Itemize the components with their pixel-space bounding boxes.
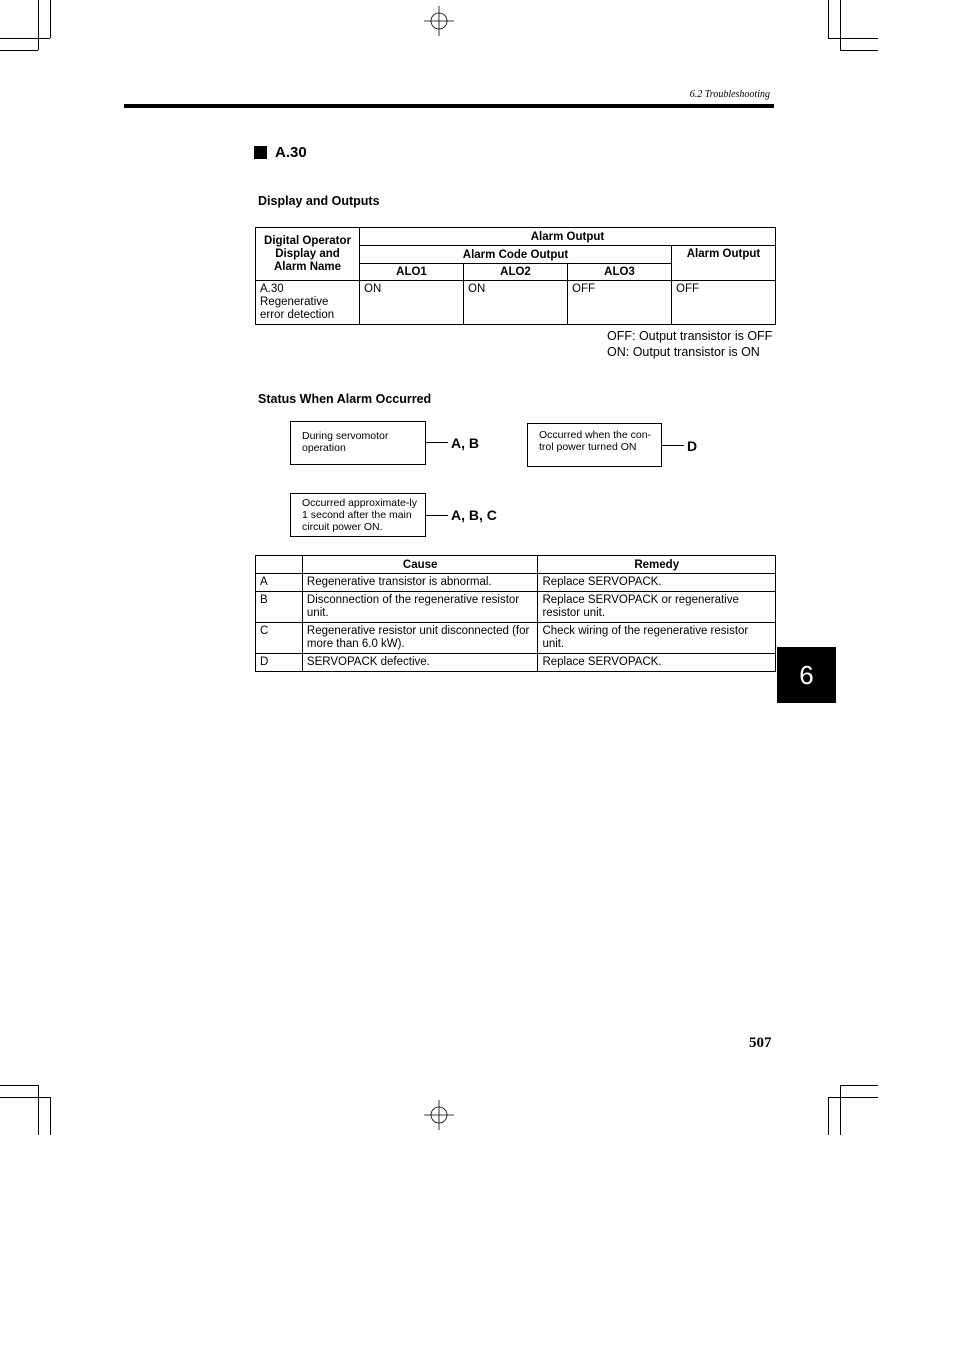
status-box-during-operation: During servomotor operation bbox=[290, 421, 426, 465]
crop-mark bbox=[840, 1085, 878, 1086]
table-row bbox=[256, 281, 776, 325]
header-alarm-output-group: Alarm Output bbox=[360, 228, 776, 246]
cause-id: A bbox=[256, 574, 303, 592]
status-causes-3: A, B, C bbox=[451, 507, 497, 523]
status-box-control-power: Occurred when the con-trol power turned ON bbox=[527, 423, 662, 467]
cause-text: SERVOPACK defective. bbox=[302, 654, 538, 672]
status-causes-1: A, B bbox=[451, 435, 479, 451]
crop-mark bbox=[840, 1085, 841, 1135]
header-id bbox=[256, 556, 303, 574]
header-remedy: Remedy bbox=[538, 556, 776, 574]
display-outputs-heading: Display and Outputs bbox=[258, 194, 380, 208]
display-outputs-table bbox=[255, 227, 776, 325]
page-number: 507 bbox=[749, 1035, 772, 1051]
header-rule bbox=[124, 104, 774, 108]
crop-mark bbox=[828, 0, 829, 38]
table-row bbox=[256, 592, 776, 623]
status-box-main-circuit: Occurred approximate-ly 1 second after the main circuit power ON. bbox=[290, 493, 426, 537]
section-title-text: A.30 bbox=[275, 144, 307, 161]
remedy-text: Replace SERVOPACK. bbox=[538, 654, 776, 672]
crop-mark bbox=[828, 1097, 878, 1098]
remedy-text: Check wiring of the regenerative resistor unit. bbox=[538, 623, 776, 654]
crop-mark bbox=[0, 1085, 38, 1086]
cause-text: Disconnection of the regenerative resistor unit. bbox=[302, 592, 538, 623]
cause-remedy-table bbox=[255, 555, 776, 672]
crop-mark bbox=[0, 1097, 50, 1098]
crop-mark bbox=[50, 1097, 51, 1135]
square-bullet-icon bbox=[254, 146, 267, 159]
header-alarm-name: Digital Operator Display and Alarm Name bbox=[256, 228, 360, 281]
header-alarm-output: Alarm Output bbox=[672, 246, 776, 281]
chapter-tab: 6 bbox=[777, 647, 836, 703]
status-causes-2: D bbox=[687, 438, 698, 454]
crop-mark bbox=[840, 50, 878, 51]
legend-on: ON: Output transistor is ON bbox=[607, 345, 760, 359]
registration-mark-icon bbox=[424, 1100, 454, 1130]
cause-text: Regenerative transistor is abnormal. bbox=[302, 574, 538, 592]
table-row bbox=[256, 654, 776, 672]
status-heading: Status When Alarm Occurred bbox=[258, 392, 432, 406]
cause-text: Regenerative resistor unit disconnected (for more than 6.0 kW). bbox=[302, 623, 538, 654]
header-cause: Cause bbox=[302, 556, 538, 574]
alarm-name-cell: A.30 Regenerative error detection bbox=[256, 281, 360, 325]
remedy-text: Replace SERVOPACK. bbox=[538, 574, 776, 592]
alo2-cell: ON bbox=[464, 281, 568, 325]
alarm-output-cell: OFF bbox=[672, 281, 776, 325]
connector-line bbox=[662, 445, 684, 446]
table-row bbox=[256, 623, 776, 654]
crop-mark bbox=[50, 0, 51, 38]
cause-id: B bbox=[256, 592, 303, 623]
header-alo2: ALO2 bbox=[464, 264, 568, 281]
crop-mark bbox=[38, 0, 39, 50]
remedy-text: Replace SERVOPACK or regenerative resistor unit. bbox=[538, 592, 776, 623]
legend-off: OFF: Output transistor is OFF bbox=[607, 329, 773, 343]
table-row bbox=[256, 574, 776, 592]
cause-id: C bbox=[256, 623, 303, 654]
crop-mark bbox=[38, 1085, 39, 1135]
alo3-cell: OFF bbox=[568, 281, 672, 325]
section-title bbox=[254, 144, 307, 161]
connector-line bbox=[426, 442, 448, 443]
crop-mark bbox=[0, 38, 50, 39]
header-alo3: ALO3 bbox=[568, 264, 672, 281]
cause-id: D bbox=[256, 654, 303, 672]
registration-mark-icon bbox=[424, 6, 454, 36]
running-head: 6.2 Troubleshooting bbox=[689, 89, 770, 100]
connector-line bbox=[426, 515, 448, 516]
crop-mark bbox=[828, 1097, 829, 1135]
header-alo1: ALO1 bbox=[360, 264, 464, 281]
crop-mark bbox=[828, 38, 878, 39]
crop-mark bbox=[840, 0, 841, 50]
crop-mark bbox=[0, 50, 38, 51]
alo1-cell: ON bbox=[360, 281, 464, 325]
header-alarm-code-output: Alarm Code Output bbox=[360, 246, 672, 264]
